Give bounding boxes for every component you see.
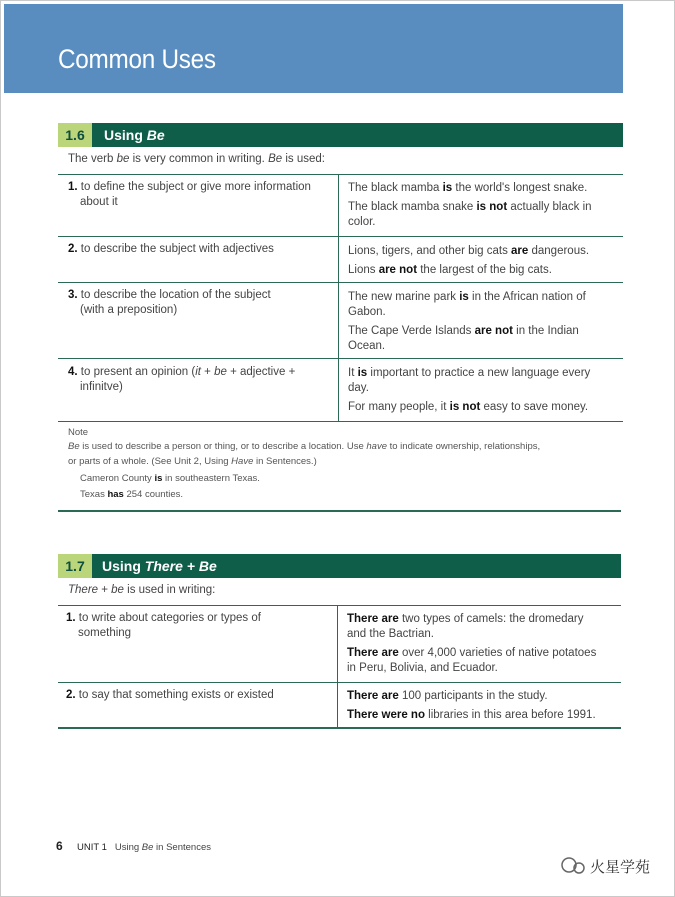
example-row-4: It is important to practice a new language every day. For many people, it is not easy to save money. [348, 367, 591, 413]
section-number: 1.7 [58, 554, 92, 578]
column-divider [337, 606, 338, 727]
example-row-3: The new marine park is in the African nation of Gabon. The Cape Verde Islands are not in the Indian Ocean. [348, 291, 586, 352]
use-row-4: 4. to present an opinion (it + be + adjective + infinitve) [68, 366, 296, 393]
section-1-6-header [58, 123, 623, 147]
section-title: Using There + Be [102, 558, 217, 574]
section-intro: There + be is used in writing: [68, 584, 216, 596]
divider [58, 236, 623, 237]
section-number: 1.6 [58, 123, 92, 147]
section-intro: The verb be is very common in writing. Be is used: [68, 153, 325, 165]
use-row-1: 1. to define the subject or give more information about it [68, 181, 311, 208]
section-end-rule [58, 727, 621, 729]
divider [58, 358, 623, 359]
running-footer: UNIT 1 Using Be in Sentences [77, 842, 211, 853]
section-end-rule [58, 510, 621, 512]
column-divider [338, 175, 339, 421]
section-title: Using Be [104, 127, 165, 143]
example-row-1: There are two types of camels: the dromedary and the Bactrian. There are over 4,000 varieties of native potatoes in Peru, Bolivia, and Ecuador. [347, 613, 597, 674]
example-row-2: There are 100 participants in the study. There were no libraries in this area before 1991. [347, 690, 596, 721]
divider [58, 174, 623, 175]
divider [58, 605, 621, 606]
use-row-2: 2. to describe the subject with adjectives [68, 243, 274, 255]
use-row-2: 2. to say that something exists or existed [66, 689, 274, 701]
example-row-1: The black mamba is the world's longest snake. The black mamba snake is not actually black in color. [348, 182, 592, 228]
watermark-text: 火星学苑 [590, 859, 651, 876]
use-row-1: 1. to write about categories or types of something [66, 612, 261, 639]
divider [58, 682, 621, 683]
section-1-7-header [58, 554, 621, 578]
page-title: Common Uses [58, 44, 216, 74]
note-label: Note [68, 427, 89, 438]
divider [58, 282, 623, 283]
page-number: 6 [56, 839, 63, 853]
example-row-2: Lions, tigers, and other big cats are dangerous. Lions are not the largest of the big cats. [348, 245, 590, 276]
note-box: Note Be is used to describe a person or thing, or to describe a location. Use have to indicate ownership, relationships, or parts of a whole. (See Unit 2, Using Have in Sentences.) Cameron County is in southeastern Texas. Texas has 254 counties. [68, 426, 613, 502]
use-row-3: 3. to describe the location of the subject (with a preposition) [68, 289, 271, 316]
divider [58, 421, 623, 422]
